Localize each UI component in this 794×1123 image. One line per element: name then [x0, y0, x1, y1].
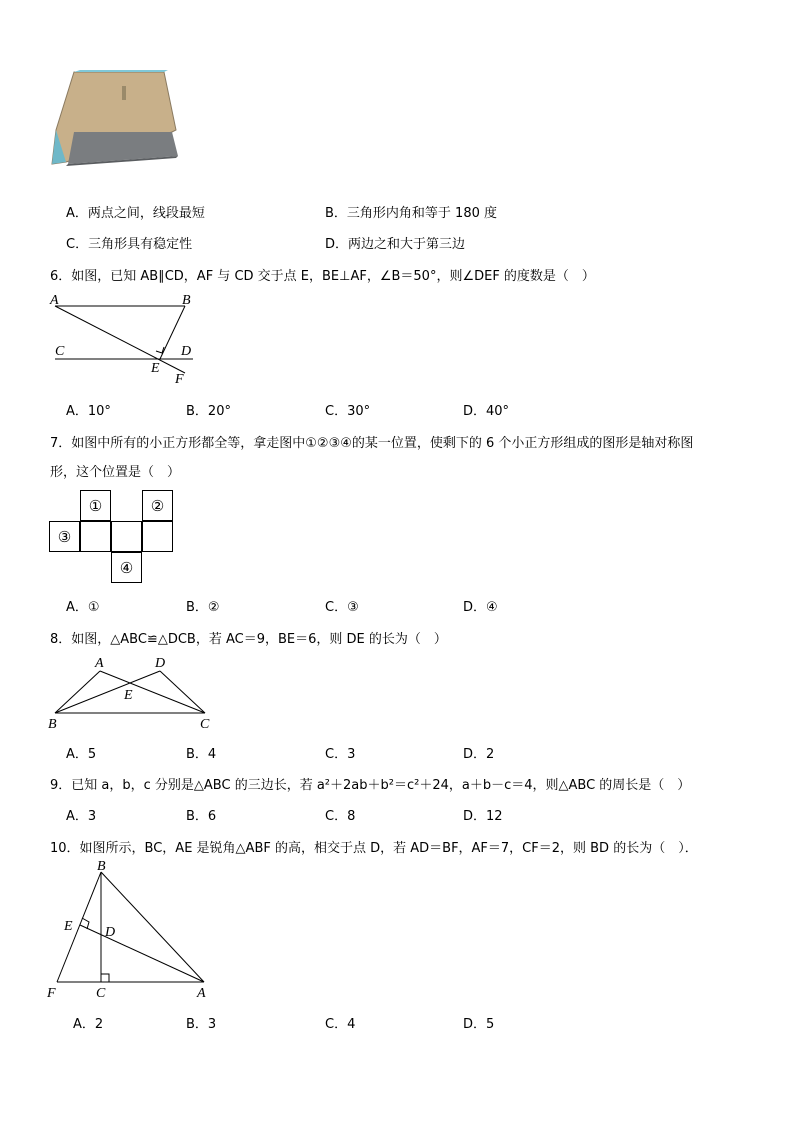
q8-stem: 8．如图，△ABC≌△DCB，若 AC＝9，BE＝6，则 DE 的长为（ ） — [50, 632, 447, 647]
q9-option-b: B．6 — [186, 809, 217, 824]
q8-option-d: D．2 — [463, 747, 495, 762]
q10-option-c: C．4 — [325, 1017, 356, 1032]
q8-label-b: B — [48, 717, 57, 732]
q7-cell — [111, 521, 142, 552]
q10-label-f: F — [47, 986, 56, 1001]
q7-cell-4: ④ — [111, 552, 142, 583]
q7-option-c: C．③ — [325, 600, 359, 615]
q5-option-b: B．三角形内角和等于 180 度 — [325, 206, 497, 221]
q6-option-d: D．40° — [463, 404, 510, 419]
q9-option-d: D．12 — [463, 809, 503, 824]
q8-label-d: D — [155, 656, 166, 671]
q8-label-a: A — [95, 656, 104, 671]
q10-option-d: D．5 — [463, 1017, 495, 1032]
q7-option-d: D．④ — [463, 600, 498, 615]
q8-figure — [45, 655, 225, 730]
q5-option-a: A．两点之间，线段最短 — [66, 206, 205, 221]
q7-cell — [142, 521, 173, 552]
q6-label-c: C — [55, 344, 65, 359]
q6-option-a: A．10° — [66, 404, 111, 419]
q6-figure — [45, 293, 205, 388]
q7-cell-1: ① — [80, 490, 111, 521]
q6-label-d: D — [181, 344, 192, 359]
q5-option-d: D．两边之和大于第三边 — [325, 237, 466, 252]
q7-option-a: A．① — [66, 600, 100, 615]
q8-option-b: B．4 — [186, 747, 217, 762]
q6-label-e: E — [151, 361, 160, 376]
q6-label-b: B — [182, 293, 191, 308]
q6-option-c: C．30° — [325, 404, 371, 419]
q8-label-e: E — [124, 688, 133, 703]
q8-option-a: A．5 — [66, 747, 97, 762]
q9-option-c: C．8 — [325, 809, 356, 824]
q7-option-b: B．② — [186, 600, 220, 615]
q10-figure — [44, 860, 219, 1005]
q10-option-a: A．2 — [73, 1017, 104, 1032]
q9-option-a: A．3 — [66, 809, 97, 824]
q6-stem: 6．如图，已知 AB∥CD，AF 与 CD 交于点 E，BE⊥AF，∠B＝50°，则∠DEF 的度数是（ ） — [50, 269, 595, 284]
q10-label-a: A — [197, 986, 206, 1001]
q10-label-e: E — [64, 919, 73, 934]
q7-cell — [80, 521, 111, 552]
q10-label-c: C — [96, 986, 106, 1001]
q10-label-d: D — [105, 925, 116, 940]
q7-stem-line1: 7．如图中所有的小正方形都全等，拿走图中①②③④的某一位置，使剩下的 6 个小正方形组成的图形是轴对称图 — [50, 436, 694, 451]
q7-cell-3: ③ — [49, 521, 80, 552]
q10-stem: 10．如图所示，BC，AE 是锐角△ABF 的高，相交于点 D，若 AD＝BF，AF＝7，CF＝2，则 BD 的长为（ ）． — [50, 841, 698, 856]
q6-label-f: F — [175, 372, 184, 387]
q7-cell-2: ② — [142, 490, 173, 521]
q10-option-b: B．3 — [186, 1017, 217, 1032]
q8-label-c: C — [200, 717, 210, 732]
q5-option-c: C．三角形具有稳定性 — [66, 237, 193, 252]
q6-option-b: B．20° — [186, 404, 231, 419]
tablet-stand-image — [44, 70, 184, 170]
q6-label-a: A — [50, 293, 59, 308]
q7-stem-line2: 形，这个位置是（ ） — [50, 465, 181, 480]
q10-label-b: B — [97, 859, 106, 874]
q9-stem: 9．已知 a，b，c 分别是△ABC 的三边长，若 a²＋2ab＋b²＝c²＋24，a＋b－c＝4，则△ABC 的周长是（ ） — [50, 778, 691, 793]
q8-option-c: C．3 — [325, 747, 356, 762]
q7-empty — [111, 490, 142, 521]
